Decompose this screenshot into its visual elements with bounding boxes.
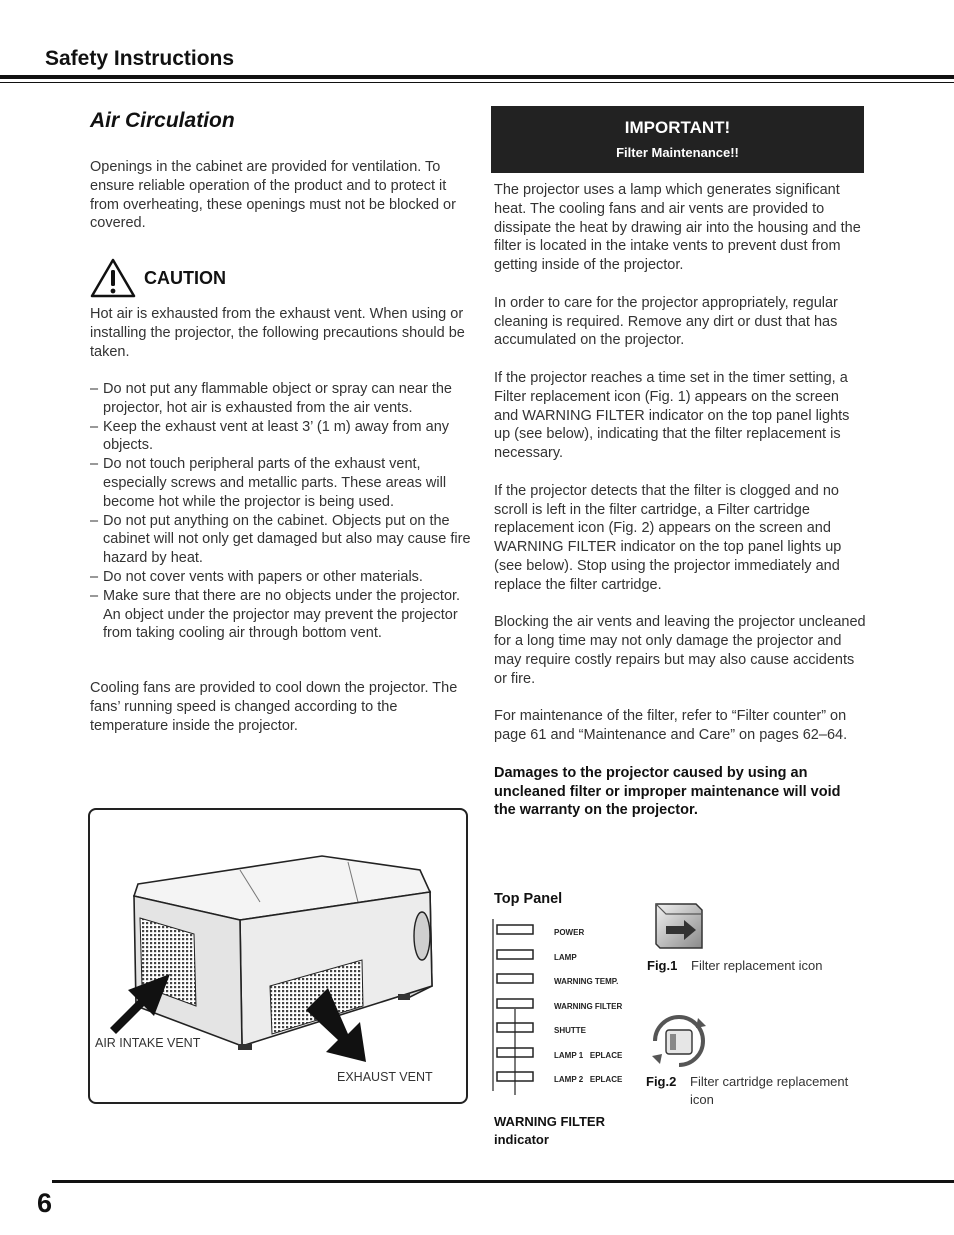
list-item: – Do not cover vents with papers or other materials. (90, 568, 423, 585)
warranty-warning: Damages to the projector caused by using an uncleaned filter or improper maintenance will void the warranty on the projector. (494, 764, 841, 819)
projector-illustration (90, 810, 466, 1102)
projector-air-flow-figure (88, 808, 468, 1104)
indicator-label: WARNING FILTER (554, 1002, 623, 1011)
air-intake-vent-label: AIR INTAKE VENT (95, 1036, 201, 1050)
indicator-label: LAMP 1 EPLACE (554, 1051, 623, 1060)
air-circulation-title: Air Circulation (90, 109, 235, 132)
warning-filter-indicator-label: WARNING FILTER indicator (494, 1114, 605, 1147)
exhaust-vent-label: EXHAUST VENT (337, 1070, 433, 1084)
top-panel-diagram (491, 915, 631, 1095)
warning-triangle-icon (90, 257, 136, 299)
indicator-label: LAMP 2 EPLACE (554, 1075, 623, 1084)
important-banner (491, 106, 864, 173)
filter-cartridge-replacement-icon (650, 1012, 708, 1070)
paragraph: In order to care for the projector appropriately, regular cleaning is required. Remove any dirt or dust that has accumulated on the projector. (494, 294, 838, 349)
page-header-title: Safety Instructions (45, 47, 235, 70)
paragraph: For maintenance of the filter, refer to “Filter counter” on page 61 and “Maintenance and Care” on pages 62–64. (494, 708, 848, 744)
page-number: 6 (37, 1188, 53, 1218)
list-item: – Do not put anything on the cabinet. Objects put on the cabinet will not only get damaged but also may cause fire hazard by heat. (90, 512, 471, 567)
fig2-caption-line2: icon (690, 1092, 714, 1107)
indicator-label: WARNING TEMP. (554, 977, 619, 986)
top-panel-title: Top Panel (494, 891, 563, 907)
caution-intro: Hot air is exhausted from the exhaust vent. When using or installing the projector, the following precautions should be taken. (90, 306, 465, 360)
paragraph: Blocking the air vents and leaving the projector uncleaned for a long time may not only damage the projector and may require costly repairs but may also cause accidents or fire. (494, 614, 866, 687)
header-rule-thin (0, 82, 954, 83)
indicator-label: POWER (554, 928, 585, 937)
fig1-caption: Fig.1 Filter replacement icon (647, 958, 823, 973)
indicator-label: LAMP (554, 953, 577, 962)
caution-list (90, 380, 475, 643)
filter-replacement-icon (650, 900, 708, 952)
list-item: – Make sure that there are no objects under the projector. An object under the projector may prevent the projector from taking cooling air through bottom vent. (90, 587, 461, 642)
header-rule-thick (0, 75, 954, 79)
list-item: – Do not touch peripheral parts of the exhaust vent, especially screws and metallic parts. These areas will become hot while the projector is being used. (90, 456, 447, 510)
indicator-label: SHUTTE (554, 1026, 586, 1035)
caution-heading (90, 257, 226, 299)
filter-maintenance-text (494, 181, 866, 839)
paragraph: If the projector detects that the filter is clogged and no scroll is left in the filter cartridge, a Filter cartridge replacement icon (Fig. 2) appears on the screen and WARNING FILTER indicator on the top panel lights up (see below). Stop using the projector immediately and replace the filter cartridge. (494, 482, 842, 593)
ventilation-paragraph: Openings in the cabinet are provided for ventilation. To ensure reliable operation of the product and to protect it from overheating, these openings must not be blocked or covered. (90, 159, 456, 232)
important-subtitle: Filter Maintenance!! (616, 145, 739, 160)
important-title: IMPORTANT! (624, 118, 731, 137)
footer-rule (52, 1180, 954, 1183)
list-item: – Do not put any flammable object or spray can near the projector, hot air is exhausted from the air vents. (90, 381, 452, 416)
paragraph: If the projector reaches a time set in the timer setting, a Filter replacement icon (Fig. 1) appears on the screen and WARNING FILTER indicator on the top panel lights up (see below), indicating that the filter replacement is necessary. (494, 369, 850, 462)
paragraph: The projector uses a lamp which generates significant heat. The cooling fans and air vents are provided to dissipate the heat by drawing air into the housing and the filter is located in the intake vents to prevent dust from getting inside of the projector. (494, 182, 861, 274)
cooling-fans-paragraph: Cooling fans are provided to cool down the projector. The fans’ running speed is changed according to the temperature inside the projector. (90, 680, 458, 734)
caution-label: CAUTION (144, 267, 226, 288)
list-item: – Keep the exhaust vent at least 3’ (1 m) away from any objects. (90, 418, 450, 454)
fig2-caption: Fig.2 Filter cartridge replacement (646, 1074, 849, 1089)
